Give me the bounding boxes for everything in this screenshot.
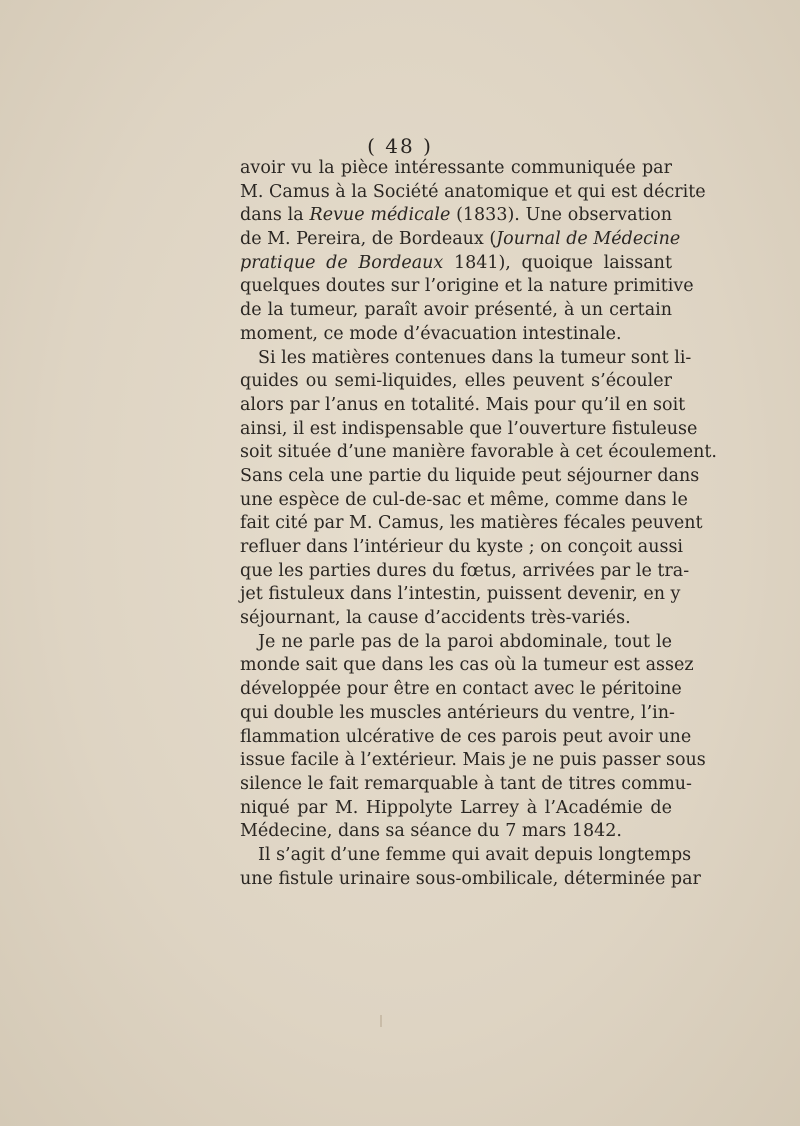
- text-line: qui double les muscles antérieurs du ventre, l’in-: [240, 702, 675, 723]
- text-line: une fistule urinaire sous-ombilicale, déterminée par: [240, 868, 701, 889]
- italic-text: Journal de Médecine: [496, 229, 681, 250]
- text-segment: 1841), quoique laissant: [443, 252, 672, 273]
- text-line: moment, ce mode d’évacuation intestinale.: [240, 323, 622, 344]
- text-line: [240, 228, 681, 252]
- text-line: ainsi, il est indispensable que l’ouverture fistuleuse: [240, 418, 698, 439]
- italic-text: Revue médicale: [309, 205, 451, 226]
- text-line: monde sait que dans les cas où la tumeur est assez: [240, 655, 694, 676]
- text-line: Sans cela une partie du liquide peut séjourner dans: [240, 465, 700, 486]
- text-line: quelques doutes sur l’origine et la nature primitive: [240, 276, 694, 297]
- text-segment: (1833). Une observation: [450, 205, 673, 226]
- text-line: Il s’agit d’une femme qui avait depuis longtemps: [258, 844, 692, 865]
- text-line: séjournant, la cause d’accidents très-variés.: [240, 608, 631, 629]
- text-line: jet fistuleux dans l’intestin, puissent devenir, en y: [240, 584, 681, 605]
- text-line: avoir vu la pièce intéressante communiquée par: [240, 158, 672, 178]
- text-line: Médecine, dans sa séance du 7 mars 1842.: [240, 821, 622, 842]
- text-segment: dans la: [240, 205, 310, 226]
- text-line: niqué par M. Hippolyte Larrey à l’Académie de: [240, 797, 672, 818]
- paper-blemish: [380, 1015, 382, 1027]
- body-text: [240, 157, 717, 891]
- text-line: Si les matières contenues dans la tumeur sont li-: [258, 347, 692, 368]
- page-number: ( 48 ): [367, 134, 433, 158]
- text-line: développée pour être en contact avec le péritoine: [240, 679, 682, 700]
- text-segment: de M. Pereira, de Bordeaux (: [240, 229, 497, 250]
- text-line: que les parties dures du fœtus, arrivées par le tra-: [240, 560, 690, 581]
- text-line: issue facile à l’extérieur. Mais je ne puis passer sous: [240, 750, 706, 771]
- text-line: [240, 204, 672, 228]
- italic-text: pratique de Bordeaux: [240, 252, 444, 273]
- text-line: alors par l’anus en totalité. Mais pour qu’il en soit: [240, 394, 686, 415]
- text-line: une espèce de cul-de-sac et même, comme dans le: [240, 489, 688, 510]
- text-line: Je ne parle pas de la paroi abdominale, tout le: [258, 631, 672, 652]
- text-line: de la tumeur, paraît avoir présenté, à un certain: [240, 300, 672, 321]
- text-line: [240, 252, 672, 276]
- text-line: quides ou semi-liquides, elles peuvent s’écouler: [240, 371, 672, 392]
- text-line: soit située d’une manière favorable à cet écoulement.: [240, 442, 717, 463]
- text-line: M. Camus à la Société anatomique et qui est décrite: [240, 181, 706, 202]
- text-line: fait cité par M. Camus, les matières fécales peuvent: [240, 513, 703, 534]
- text-line: flammation ulcérative de ces parois peut avoir une: [240, 726, 692, 747]
- text-line: silence le fait remarquable à tant de titres commu-: [240, 773, 692, 794]
- text-line: refluer dans l’intérieur du kyste ; on conçoit aussi: [240, 537, 684, 557]
